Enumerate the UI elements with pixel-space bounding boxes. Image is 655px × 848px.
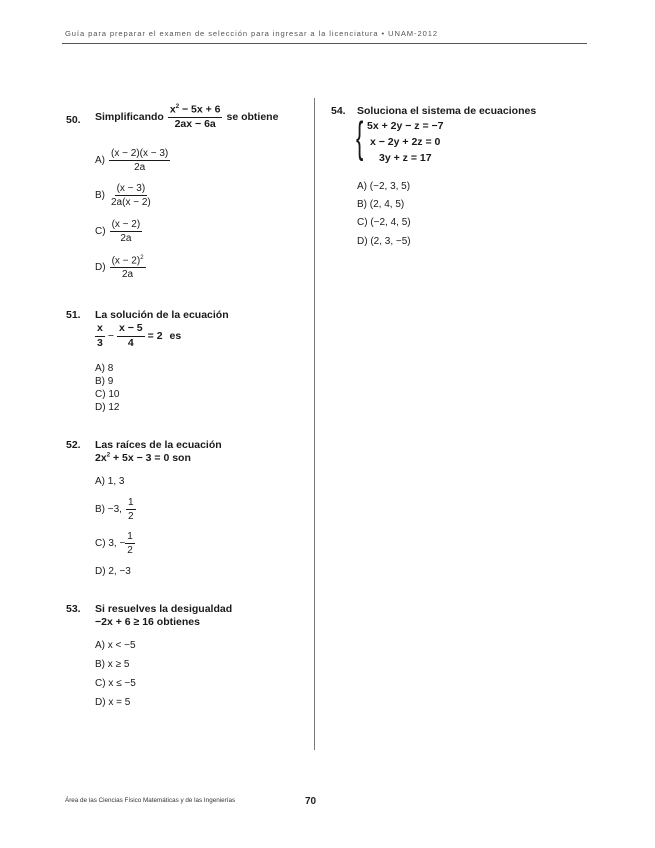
q51-tail: es [169, 330, 182, 343]
q50-option-b-letter: B) [95, 190, 105, 201]
q54-equation-1: 5x + 2y − z = −7 [367, 120, 444, 132]
q54-brace: { [356, 113, 364, 162]
q50-statement [95, 104, 278, 131]
q52-option-c-pre: C) 3, − [95, 538, 126, 549]
q52-eq-sup: 2 [106, 452, 111, 459]
q52-option-b-pre: B) −3, [95, 504, 122, 515]
q50-frac-num-pre: x [169, 103, 176, 116]
q52-option-d[interactable]: D) 2, −3 [95, 566, 131, 577]
q53-line2: −2x + 6 ≥ 16 obtienes [95, 616, 200, 628]
q50-option-d-den: 2a [121, 269, 134, 281]
q53-option-d[interactable]: D) x = 5 [95, 697, 131, 708]
q50-option-b-num: (x − 3) [116, 183, 146, 194]
q50-option-d-letter: D) [95, 262, 106, 274]
q50-option-b[interactable] [95, 183, 153, 208]
q50-option-a-num: (x − 2)(x − 3) [111, 148, 169, 159]
q52-equation [95, 452, 191, 464]
q50-tail: se obtiene [226, 111, 279, 124]
q50-option-c-num: (x − 2) [111, 219, 141, 230]
q51-option-b[interactable]: B) 9 [95, 376, 114, 387]
q50-frac-den: 2ax − 6a [174, 118, 216, 131]
q53-option-c[interactable]: C) x ≤ −5 [95, 678, 136, 689]
q52-number: 52. [66, 439, 81, 451]
q53-line1: Si resuelves la desigualdad [95, 603, 233, 615]
q51-f1-den: 3 [97, 336, 103, 349]
q52-option-b-num: 1 [127, 497, 134, 508]
q51-number: 51. [66, 309, 81, 321]
q50-number: 50. [66, 114, 81, 126]
header-rule [62, 43, 587, 44]
q50-option-a[interactable] [95, 148, 170, 173]
q51-option-d[interactable]: D) 12 [95, 402, 120, 413]
q54-number: 54. [331, 105, 346, 117]
q50-option-d-num: (x − 2) [111, 255, 141, 267]
q50-fraction [168, 104, 223, 131]
q51-minus: − [107, 330, 114, 343]
header-title: Guía para preparar el examen de selección para ingresar a la licenciatura • UNAM-2012 [65, 29, 438, 38]
q51-rhs: = 2 [147, 330, 163, 343]
q52-option-c-num: 1 [127, 531, 133, 542]
q50-frac-num-sup: 2 [175, 104, 180, 110]
q52-option-a[interactable]: A) 1, 3 [95, 476, 125, 487]
q51-f2-den: 4 [127, 336, 134, 349]
q50-option-a-letter: A) [95, 155, 105, 166]
page-number: 70 [305, 796, 317, 807]
q52-option-c[interactable] [95, 531, 135, 556]
q50-option-a-den: 2a [134, 162, 146, 173]
q53-number: 53. [66, 603, 81, 615]
q51-f1-num: x [95, 323, 105, 337]
q50-lead: Simplificando [95, 111, 164, 124]
q52-option-c-den: 2 [127, 545, 133, 556]
q52-option-b[interactable] [95, 497, 136, 522]
q51-f2-num: x − 5 [117, 323, 145, 337]
q53-option-b[interactable]: B) x ≥ 5 [95, 659, 130, 670]
q54-option-c[interactable]: C) (−2, 4, 5) [357, 217, 411, 228]
q50-option-b-den: 2a(x − 2) [111, 197, 151, 208]
q54-option-d[interactable]: D) (2, 3, −5) [357, 236, 411, 247]
q50-option-d[interactable] [95, 255, 146, 280]
q54-equation-2: x − 2y + 2z = 0 [370, 136, 441, 148]
q51-lead: La solución de la ecuación [95, 309, 229, 321]
q54-equation-3: 3y + z = 17 [379, 152, 432, 164]
q54-option-a[interactable]: A) (−2, 3, 5) [357, 181, 411, 192]
q52-lead: Las raíces de la ecuación [95, 439, 222, 451]
q50-option-c[interactable] [95, 219, 142, 244]
q52-eq-pre: 2x [95, 452, 107, 464]
q50-option-d-sup: 2 [140, 255, 144, 261]
footer-area: Área de las Ciencias Físico Matemáticas y de las Ingenierías [65, 797, 236, 804]
q51-option-a[interactable]: A) 8 [95, 363, 114, 374]
q54-lead: Soluciona el sistema de ecuaciones [357, 105, 537, 117]
q51-option-c[interactable]: C) 10 [95, 389, 120, 400]
q52-option-b-den: 2 [127, 511, 134, 522]
q50-option-c-letter: C) [95, 226, 106, 237]
q53-option-a[interactable]: A) x < −5 [95, 640, 136, 651]
q54-option-b[interactable]: B) (2, 4, 5) [357, 199, 405, 210]
q50-option-c-den: 2a [120, 233, 132, 244]
q51-equation [95, 323, 181, 349]
column-divider [314, 98, 315, 750]
q52-eq-post: + 5x − 3 = 0 son [110, 452, 191, 464]
q50-frac-num-post: − 5x + 6 [179, 103, 221, 116]
